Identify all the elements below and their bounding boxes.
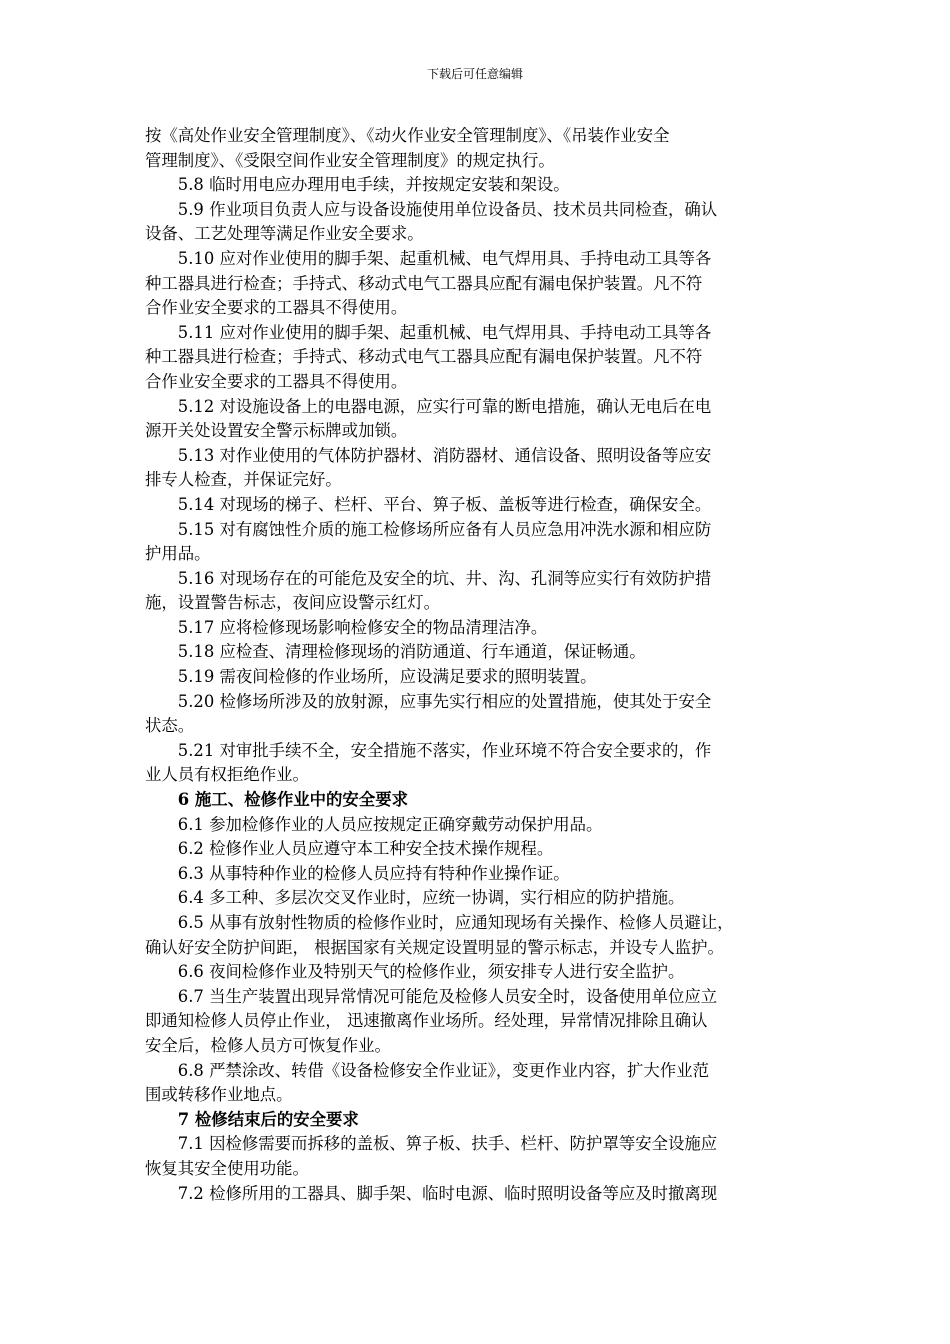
text-line: 状态。 (145, 716, 195, 736)
text-line: 6.4 多工种、多层次交叉作业时，应统一协调，实行相应的防护措施。 (177, 888, 685, 908)
text-line: 合作业安全要求的工器具不得使用。 (145, 298, 408, 318)
text-line: 5.13 对作业使用的气体防护器材、消防器材、通信设备、照明设备等应安 (177, 445, 712, 465)
text-line: 恢复其安全使用功能。 (145, 1158, 309, 1178)
text-line: 围或转移作业地点。 (145, 1085, 293, 1105)
text-line: 5.17 应将检修现场影响检修安全的物品清理洁净。 (177, 617, 548, 637)
text-line: 7.2 检修所用的工器具、脚手架、临时电源、临时照明设备等应及时撤离现 (177, 1183, 718, 1203)
text-line: 5.18 应检查、清理检修现场的消防通道、行车通道，保证畅通。 (177, 642, 646, 662)
text-line: 5.21 对审批手续不全，安全措施不落实，作业环境不符合安全要求的，作 (177, 740, 712, 760)
text-line: 5.12 对设施设备上的电器电源，应实行可靠的断电措施，确认无电后在电 (177, 396, 712, 416)
text-line: 5.20 检修场所涉及的放射源，应事先实行相应的处置措施，使其处于安全 (177, 691, 712, 711)
text-line: 5.8 临时用电应办理用电手续，并按规定安装和架设。 (177, 175, 570, 195)
text-line: 5.16 对现场存在的可能危及安全的坑、井、沟、孔洞等应实行有效防护措 (177, 568, 712, 588)
section-heading: 6 施工、检修作业中的安全要求 (177, 790, 408, 810)
text-line: 排专人检查，并保证完好。 (145, 470, 342, 490)
text-line: 6.5 从事有放射性物质的检修作业时，应通知现场有关操作、检修人员避让， (177, 913, 734, 932)
text-line: 护用品。 (145, 544, 211, 564)
text-line: 6.6 夜间检修作业及特别天气的检修作业，须安排专人进行安全监护。 (177, 962, 685, 982)
text-line: 管理制度》、《受限空间作业安全管理制度》的规定执行。 (145, 150, 555, 170)
page-header: 下载后可任意编辑 (426, 67, 523, 81)
text-line: 施，设置警告标志，夜间应设警示红灯。 (145, 593, 441, 613)
text-line: 即通知检修人员停止作业， 迅速撤离作业场所。经处理，异常情况排除且确认 (145, 1011, 708, 1031)
text-line: 6.3 从事特种作业的检修人员应持有特种作业操作证。 (177, 863, 570, 883)
text-line: 安全后，检修人员方可恢复作业。 (145, 1035, 391, 1055)
text-line: 6.7 当生产装置出现异常情况可能危及检修人员安全时，设备使用单位应立 (177, 986, 718, 1006)
text-line: 设备、工艺处理等满足作业安全要求。 (145, 224, 424, 244)
text-line: 合作业安全要求的工器具不得使用。 (145, 371, 408, 391)
text-line: 确认好安全防护间距， 根据国家有关规定设置明显的警示标志，并设专人监护。 (145, 937, 724, 957)
text-line: 5.10 应对作业使用的脚手架、起重机械、电气焊用具、手持电动工具等各 (177, 248, 712, 268)
section-heading: 7 检修结束后的安全要求 (177, 1109, 359, 1129)
text-line: 6.2 检修作业人员应遵守本工种安全技术操作规程。 (177, 839, 554, 859)
text-line: 种工器具进行检查；手持式、移动式电气工器具应配有漏电保护装置。凡不符 (145, 347, 703, 367)
text-line: 5.19 需夜间检修的作业场所，应设满足要求的照明装置。 (177, 667, 597, 687)
text-line: 6.8 严禁涂改、转借《设备检修安全作业证》，变更作业内容，扩大作业范 (177, 1060, 709, 1080)
document-body (145, 124, 811, 1206)
text-line: 业人员有权拒绝作业。 (145, 765, 309, 785)
text-line: 5.9 作业项目负责人应与设备设施使用单位设备员、技术员共同检查，确认 (177, 199, 718, 219)
text-line: 5.14 对现场的梯子、栏杆、平台、箅子板、盖板等进行检查，确保安全。 (177, 494, 712, 514)
text-line: 5.15 对有腐蚀性介质的施工检修场所应备有人员应急用冲洗水源和相应防 (177, 519, 712, 539)
text-line: 5.11 应对作业使用的脚手架、起重机械、电气焊用具、手持电动工具等各 (177, 322, 712, 342)
text-line: 7.1 因检修需要而拆移的盖板、箅子板、扶手、栏杆、防护罩等安全设施应 (177, 1134, 718, 1154)
text-line: 种工器具进行检查；手持式、移动式电气工器具应配有漏电保护装置。凡不符 (145, 273, 703, 293)
text-line: 6.1 参加检修作业的人员应按规定正确穿戴劳动保护用品。 (177, 814, 603, 834)
text-line: 源开关处设置安全警示标牌或加锁。 (145, 421, 408, 441)
text-line: 按《高处作业安全管理制度》、《动火作业安全管理制度》、《吊装作业安全 (145, 126, 670, 145)
